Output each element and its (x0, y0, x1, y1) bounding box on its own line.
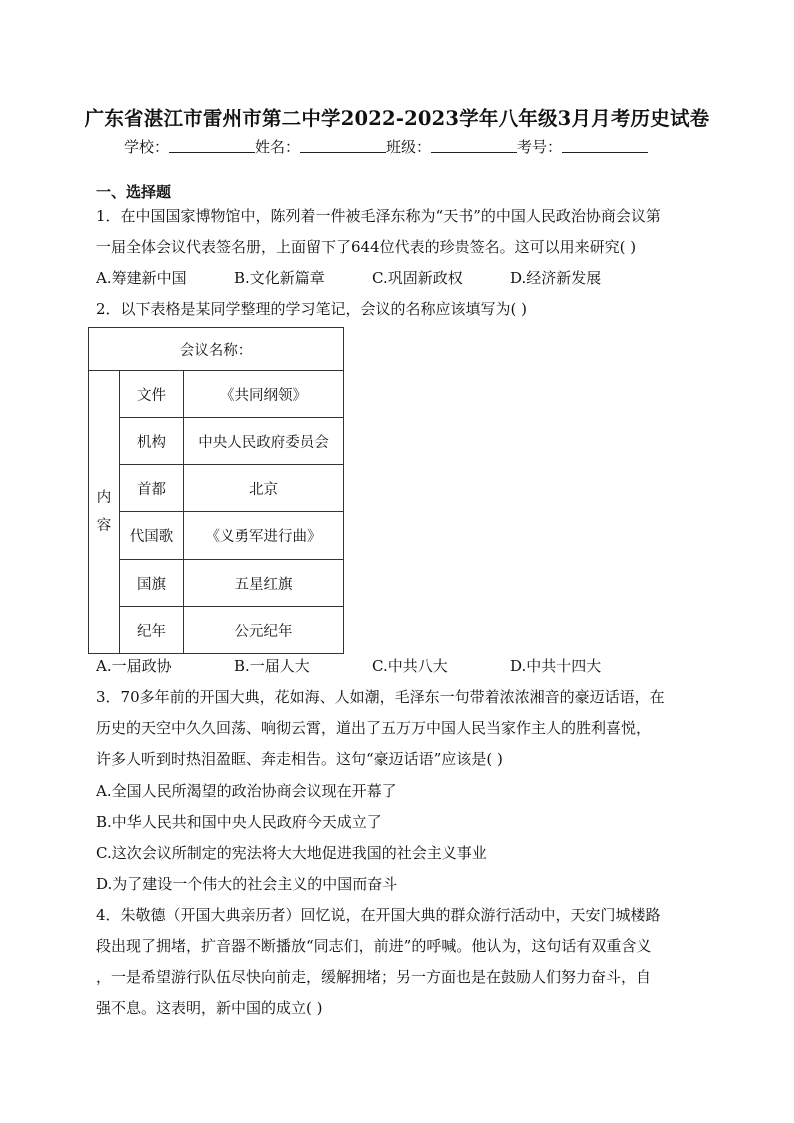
q3-option-b[interactable]: B.中华人民共和国中央人民政府今天成立了 (96, 813, 382, 831)
q2-option-a[interactable]: A.一届政协 (96, 657, 172, 675)
side-char-2: 容 (96, 518, 112, 534)
q2-option-b[interactable]: B.一届人大 (234, 657, 310, 675)
table-row-value: 五星红旗 (184, 560, 344, 607)
class-label: 班级： (386, 138, 432, 156)
question-4-line-3: ，一是希望游行队伍尽快向前走，缓解拥堵；另一方面也是在鼓励人们努力奋斗，自 (96, 968, 652, 986)
table-row-value: 公元纪年 (184, 607, 344, 654)
table-row-value: 《共同纲领》 (184, 371, 344, 418)
q3-option-d[interactable]: D.为了建设一个伟大的社会主义的中国而奋斗 (96, 875, 398, 893)
section-heading: 一、选择题 (96, 183, 172, 201)
question-3-line-1: 3．70多年前的开国大典，花如海、人如潮，毛泽东一句带着浓浓湘音的豪迈话语，在 (96, 688, 665, 706)
name-label: 姓名： (255, 138, 301, 156)
study-notes-table (88, 327, 344, 654)
question-2-line-1: 2．以下表格是某同学整理的学习笔记，会议的名称应该填写为( ) (96, 300, 528, 318)
table-row-key: 国旗 (120, 560, 184, 607)
question-3-line-2: 历史的天空中久久回荡、响彻云霄，道出了五万万中国人民当家作主人的胜利喜悦， (96, 719, 652, 737)
school-blank[interactable] (169, 139, 255, 153)
question-4-line-2: 段出现了拥堵，扩音器不断播放“同志们，前进”的呼喊。他认为，这句话有双重含义 (96, 937, 652, 955)
question-4-line-1: 4．朱敬德（开国大典亲历者）回忆说，在开国大典的群众游行活动中，天安门城楼路 (96, 906, 661, 924)
number-blank[interactable] (562, 139, 648, 153)
table-row-key: 首都 (120, 465, 184, 512)
q1-option-c[interactable]: C.巩固新政权 (372, 269, 463, 287)
q2-option-c[interactable]: C.中共八大 (372, 657, 448, 675)
q1-option-d[interactable]: D.经济新发展 (510, 269, 602, 287)
table-row-value: 《义勇军进行曲》 (184, 512, 344, 560)
table-row-key: 代国歌 (120, 512, 184, 560)
number-label: 考号： (517, 138, 563, 156)
school-label: 学校： (124, 138, 170, 156)
q1-option-b[interactable]: B.文化新篇章 (234, 269, 325, 287)
table-header-cell: 会议名称： (89, 328, 344, 371)
q2-option-d[interactable]: D.中共十四大 (510, 657, 602, 675)
table-side-label (89, 371, 120, 654)
table-row-value: 中央人民政府委员会 (184, 418, 344, 465)
exam-title: 广东省湛江市雷州市第二中学2022-2023学年八年级3月月考历史试卷 (84, 107, 710, 130)
q3-option-c[interactable]: C.这次会议所制定的宪法将大大地促进我国的社会主义事业 (96, 844, 487, 862)
table-row-key: 机构 (120, 418, 184, 465)
question-4-line-4: 强不息。这表明，新中国的成立( ) (96, 999, 323, 1017)
q3-option-a[interactable]: A.全国人民所渴望的政治协商会议现在开幕了 (96, 782, 397, 800)
table-row-key: 纪年 (120, 607, 184, 654)
name-blank[interactable] (300, 139, 386, 153)
q1-option-a[interactable]: A.筹建新中国 (96, 269, 187, 287)
question-1-line-2: 一届全体会议代表签名册，上面留下了644位代表的珍贵签名。这可以用来研究( ) (96, 238, 637, 256)
table-row-key: 文件 (120, 371, 184, 418)
student-info-line (124, 136, 648, 157)
table-row-value: 北京 (184, 465, 344, 512)
question-3-line-3: 许多人听到时热泪盈眶、奔走相告。这句“豪迈话语”应该是( ) (96, 750, 503, 768)
class-blank[interactable] (431, 139, 517, 153)
question-1-line-1: 1．在中国国家博物馆中，陈列着一件被毛泽东称为“天书”的中国人民政治协商会议第 (96, 207, 661, 225)
side-char-1: 内 (96, 490, 112, 506)
